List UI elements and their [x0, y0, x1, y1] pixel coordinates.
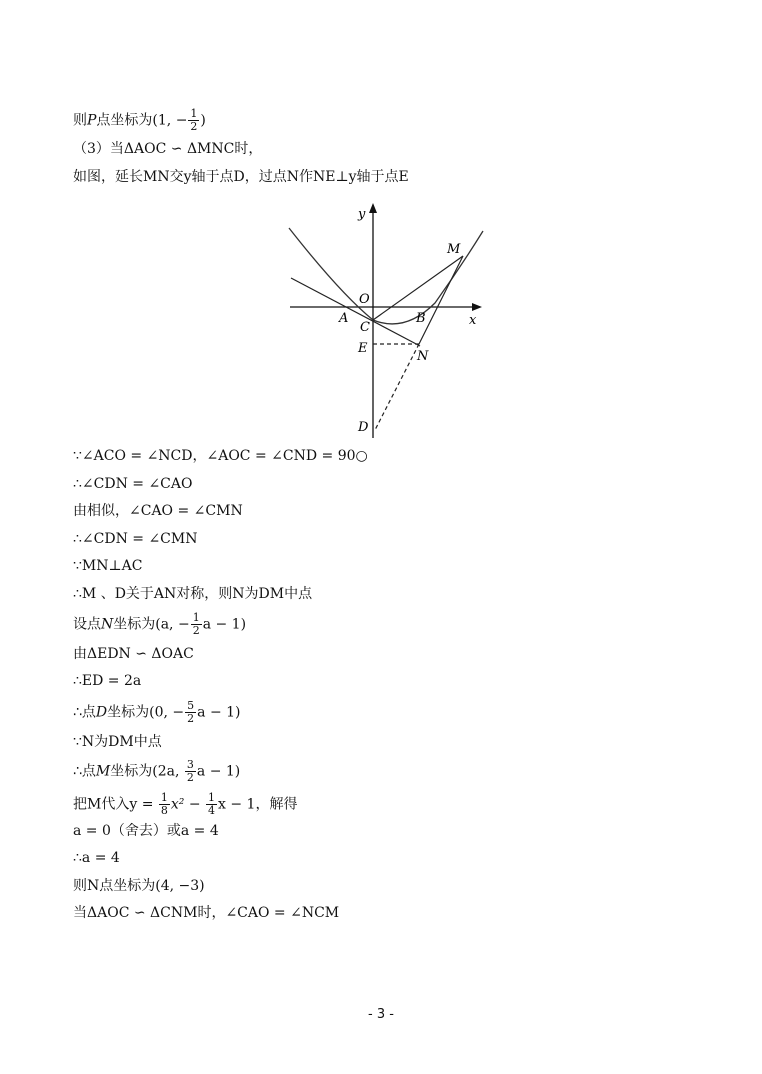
fraction — [185, 700, 196, 725]
geometry-figure — [285, 198, 495, 443]
text: 则N点坐标为(4, −3) — [73, 878, 205, 894]
fraction — [191, 612, 202, 637]
line-m-coord — [73, 759, 240, 784]
fraction-den: 2 — [190, 120, 198, 133]
text: 坐标为 — [107, 704, 150, 721]
line-9 — [73, 585, 312, 603]
text: ∵∠ACO = ∠NCD，∠AOC = ∠CND = 90○ — [73, 448, 368, 464]
fraction-den: 8 — [160, 804, 168, 817]
text: 设点 — [73, 616, 101, 633]
text: D — [95, 704, 108, 721]
text: 当ΔAOC ∽ ΔCNM时，∠CAO = ∠NCM — [73, 905, 340, 921]
line-8 — [73, 557, 142, 575]
line-mn — [419, 256, 463, 344]
line-substitute — [73, 792, 297, 817]
text: N — [101, 616, 114, 633]
line-3 — [73, 168, 409, 186]
text: 如图，延长MN交y轴于点D，过点N作NE⊥y轴于点E — [73, 169, 409, 185]
line-7 — [73, 530, 197, 548]
fraction-den: 2 — [186, 771, 194, 784]
line-19 — [73, 904, 339, 922]
text: a − 1) — [196, 763, 241, 780]
label-b: B — [416, 311, 426, 326]
fraction-num: 1 — [160, 791, 168, 804]
text: (a, − — [155, 616, 190, 633]
fraction-num: 1 — [208, 791, 216, 804]
label-e: E — [358, 341, 368, 356]
line-d-coord — [73, 700, 241, 725]
line-4 — [73, 447, 368, 465]
label-c: C — [360, 320, 370, 335]
line-6 — [73, 502, 243, 520]
label-y: y — [358, 207, 366, 222]
label-a: A — [339, 311, 349, 326]
text: 坐标为 — [110, 763, 153, 780]
line-ac — [291, 278, 420, 346]
line-17 — [73, 849, 120, 867]
text: (1, − — [152, 112, 188, 129]
text: a − 1) — [202, 616, 247, 633]
text: ∴M 、D关于AN对称，则N为DM中点 — [73, 586, 313, 602]
text: 坐标为 — [113, 616, 156, 633]
text: 点坐标为 — [96, 112, 153, 129]
text: x² − — [170, 796, 206, 813]
label-d: D — [358, 420, 369, 435]
text: ∵MN⊥AC — [73, 558, 143, 574]
text: 则 — [73, 112, 87, 129]
line-10 — [73, 645, 194, 663]
text: ∴∠CDN = ∠CAO — [73, 476, 193, 492]
fraction-den: 4 — [208, 804, 216, 817]
text: ) — [200, 112, 206, 129]
text: （3）当ΔAOC ∽ ΔMNC时， — [73, 141, 263, 157]
fraction — [185, 759, 196, 784]
fraction-den: 2 — [187, 712, 195, 725]
text: a − 1) — [197, 704, 241, 721]
text: x − 1，解得 — [218, 796, 298, 813]
text: 把M代入y = — [73, 796, 158, 813]
line-2 — [73, 140, 262, 158]
fraction-num: 3 — [186, 758, 194, 771]
line-11 — [73, 672, 141, 690]
text: ∴点 — [73, 704, 96, 721]
text: ∵N为DM中点 — [73, 734, 162, 750]
line-18 — [73, 877, 205, 895]
text: ∴∠CDN = ∠CMN — [73, 531, 198, 547]
label-x: x — [469, 313, 477, 328]
text: P — [87, 112, 97, 129]
fraction-num: 1 — [192, 611, 200, 624]
line-13 — [73, 733, 162, 751]
text: 由相似，∠CAO = ∠CMN — [73, 503, 243, 519]
text: a = 0（舍去）或a = 4 — [73, 823, 219, 839]
y-arrow — [369, 203, 377, 213]
line-5 — [73, 475, 193, 493]
text: M — [95, 763, 111, 780]
label-n: N — [417, 349, 429, 364]
line-nd — [375, 344, 419, 430]
text: (0, − — [149, 704, 185, 721]
fraction-num: 1 — [190, 107, 198, 120]
text: 由ΔEDN ∽ ΔOAC — [73, 646, 194, 662]
fraction — [159, 792, 170, 817]
x-arrow — [472, 303, 482, 311]
text: ∴点 — [73, 763, 96, 780]
text: ∴a = 4 — [73, 850, 120, 866]
fraction — [206, 792, 217, 817]
fraction — [188, 108, 199, 133]
page-number: - 3 - — [368, 1007, 394, 1022]
fraction-num: 5 — [187, 699, 195, 712]
text: ∴ED = 2a — [73, 673, 142, 689]
line-n-coord — [73, 612, 246, 637]
label-m: M — [447, 242, 461, 257]
text: (2a, — [152, 763, 184, 780]
label-o: O — [359, 292, 370, 307]
line-p-coord — [73, 108, 206, 133]
fraction-den: 2 — [192, 624, 200, 637]
line-16 — [73, 822, 219, 840]
